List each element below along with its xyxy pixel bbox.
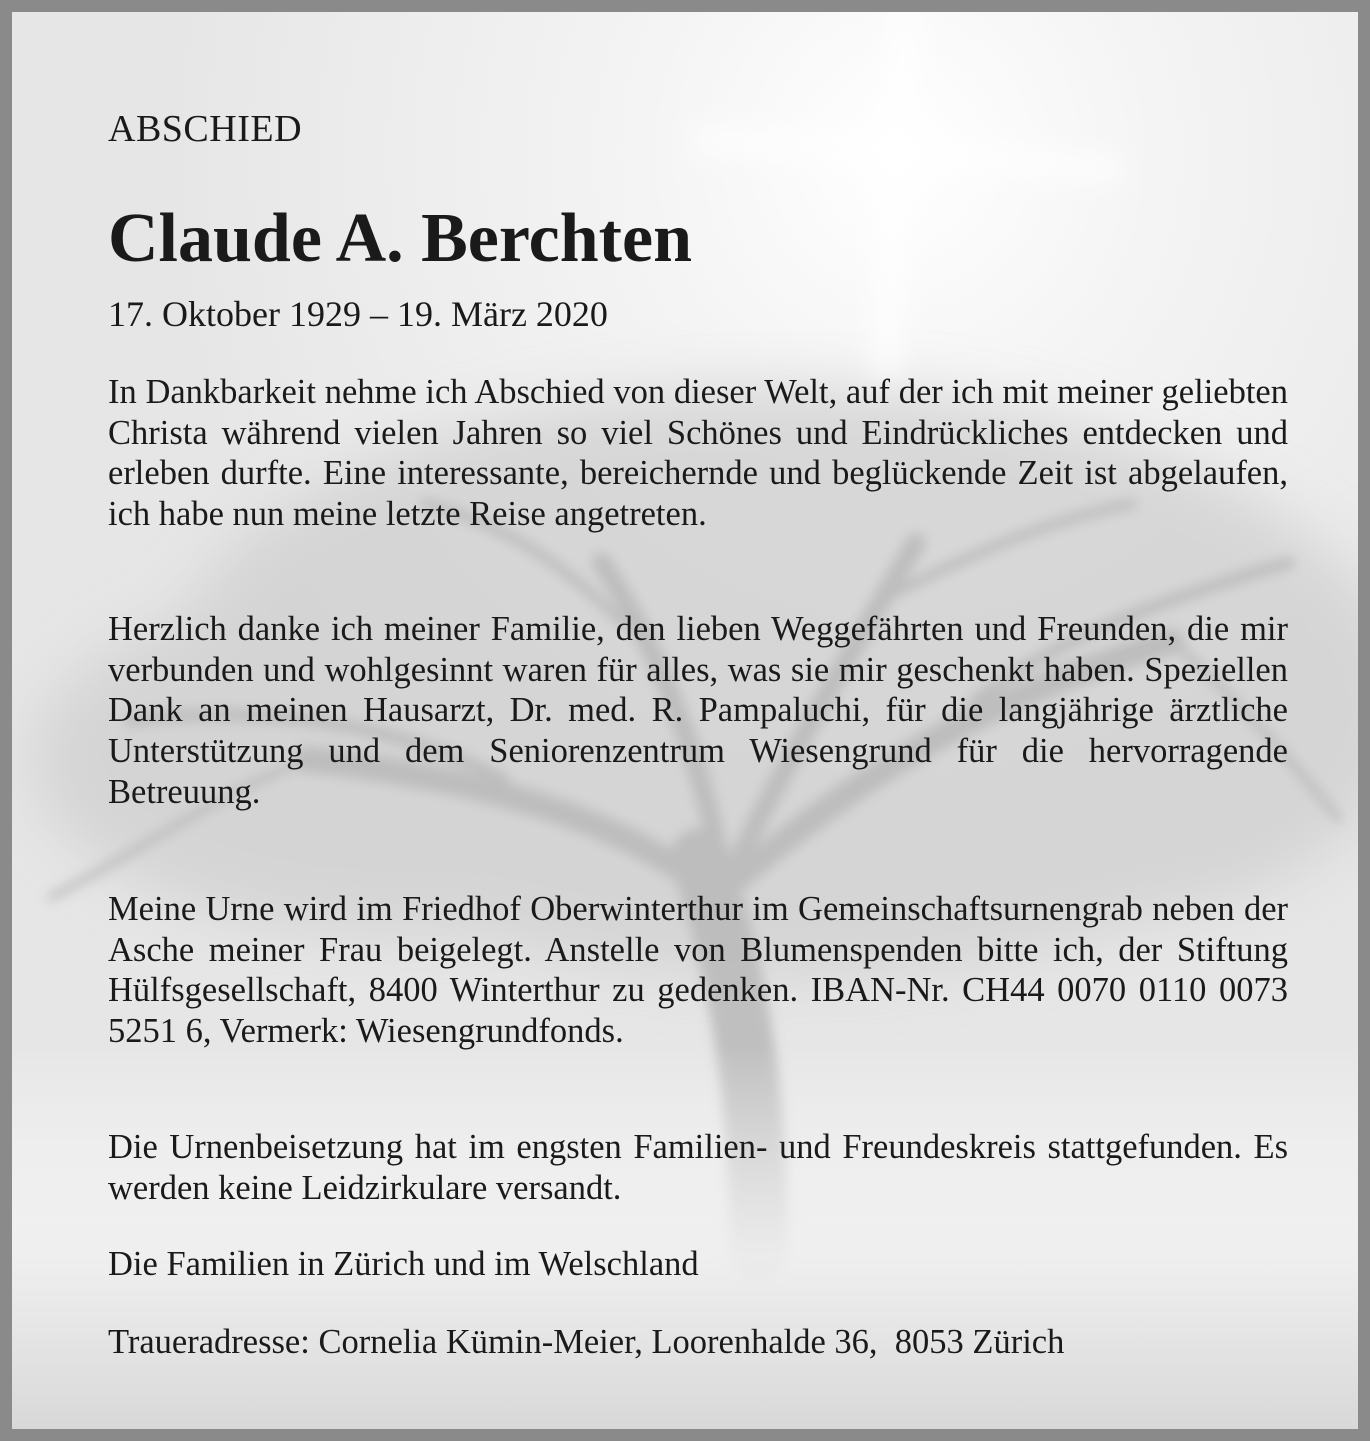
paragraph-farewell: In Dankbarkeit nehme ich Abschied von dieser Welt, auf der ich mit meiner geliebten Christa während vielen Jahren so viel Schönes und Eindrückliches entdecken und erleben durfte. Eine interessante, bereichernde und beglückende Zeit ist abgelaufen, ich habe nun meine letzte Reise angetreten. <box>108 373 1288 534</box>
paragraph-burial: Die Urnenbeisetzung hat im engsten Familien- und Freundeskreis stattgefunden. Es werden keine Leidzirkulare versandt. <box>108 1128 1288 1207</box>
paragraph-thanks: Herzlich danke ich meiner Familie, den lieben Weggefährten und Freunden, die mir verbunden und wohlgesinnt waren für alles, was sie mir geschenkt haben. Speziellen Dank an meinen Hausarzt, Dr. med. R. Pampaluchi, für die langjährige ärztliche Unterstützung und dem Seniorenzentrum Wiesengrund für die hervorragende Betreuung. <box>108 610 1288 811</box>
family-signature: Die Familien in Zürich und im Welschland <box>108 1245 699 1283</box>
mourning-address: Traueradresse: Cornelia Kümin-Meier, Loorenhalde 36, 8053 Zürich <box>108 1323 1065 1361</box>
paragraph-donation: Meine Urne wird im Friedhof Oberwinterthur im Gemeinschaftsurnengrab neben der Asche meiner Frau beigelegt. Anstelle von Blumenspenden bitte ich, der Stiftung Hülfsgesellschaft, 8400 Winterthur zu gedenken. IBAN-Nr. CH44 0070 0110 0073 5251 6, Vermerk: Wiesengrundfonds. <box>108 890 1288 1051</box>
notice-kicker: ABSCHIED <box>108 108 303 150</box>
life-dates: 17. Oktober 1929 – 19. März 2020 <box>108 294 608 334</box>
deceased-name: Claude A. Berchten <box>108 200 692 277</box>
